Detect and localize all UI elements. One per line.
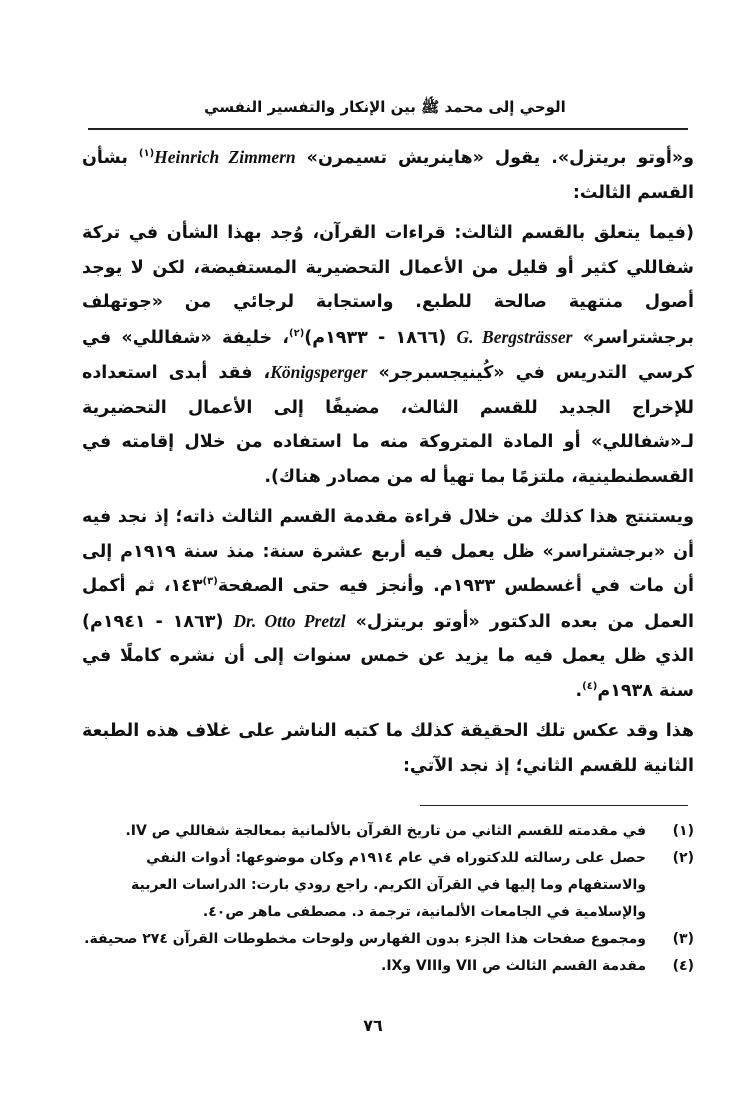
paragraph-1 [82, 140, 694, 210]
footnote-text: في مقدمته للقسم الثاني من تاريخ القرآن بالألمانية بمعالجة شفاللي ص IV. [125, 823, 646, 839]
footnote-item [82, 926, 694, 953]
footnote-divider [420, 805, 688, 806]
footnote-text: مقدمة القسم الثالث ص VII وVIII وIX. [380, 958, 646, 974]
paragraph-2-text-b: (١٨٦٦ - ١٩٣٣م) [304, 327, 457, 348]
paragraph-2-text-a: (فيما يتعلق بالقسم الثالث: قراءات القرآن، وُجد بهذا الشأن في تركة شفاللي كثير أو قليل من الأعمال التحضيرية المستفيضة، لكن لا يوجد أصول منتهية صالحة للطبع. واستجابة لرجائي من «جوتهلف برجشتراسر» [82, 223, 694, 348]
paragraph-2-text-c: ، خليفة «شفاللي» في كرسي التدريس في «كُينيجسبرجر» [82, 327, 694, 383]
footnote-number: (٣) [672, 931, 694, 947]
page-number: ٧٦ [363, 1016, 383, 1035]
footnote-ref-2[interactable]: (٢) [289, 327, 305, 339]
paragraph-3-text-a: ويستنتج هذا كذلك من خلال قراءة مقدمة القسم الثالث ذاته؛ إذ نجد فيه أن «برجشتراسر» ظل يعمل فيه أربع عشرة سنة: منذ سنة ١٩١٩م إلى أن مات في أغسطس ١٩٣٣م. وأنجز فيه حتى الصفحة [82, 507, 695, 596]
paragraph-2-text-d: ، فقد أبدى استعداده للإخراج الجديد للقسم الثالث، مضيفًا إلى الأعمال التحضيرية لـ«شفاللي» أو المادة المتروكة منه ما استفاده من خلال إقامته في القسطنطينية، ملتزمًا بما تهيأ له من مصادر هناك). [82, 363, 694, 487]
footnotes [82, 818, 694, 980]
latin-name-zimmern: Heinrich Zimmern [154, 147, 296, 167]
footnote-text: حصل على رسالته للدكتوراه في عام ١٩١٤م وكان موضوعها: أدوات النفي والاستفهام وما إليها في القرآن الكريم. راجع رودي بارت: الدراسات العربية والإسلامية في الجامعات الألمانية، ترجمة د. مصطفى ماهر ص٤٠. [130, 850, 646, 920]
footnote-ref-1[interactable]: (١) [138, 148, 155, 160]
running-header: الوحي إلى محمد ﷺ بين الإنكار والتفسير النفسي [204, 98, 566, 116]
latin-name-konigsperger: Königsperger [270, 362, 368, 382]
footnote-item [82, 953, 694, 980]
paragraph-2 [82, 216, 694, 494]
footnote-item [82, 818, 694, 845]
paragraph-3 [82, 500, 694, 708]
footnote-number: (١) [672, 823, 694, 839]
paragraph-3-text-d: . [575, 680, 583, 701]
paragraph-1-text-a: و«أوتو بريتزل». يقول «هاينريش تسيمرن» [295, 148, 695, 168]
footnote-text: ومجموع صفحات هذا الجزء بدون الفهارس ولوحات مخطوطات القرآن ٢٧٤ صحيفة. [84, 931, 646, 947]
footnote-ref-3[interactable]: (٣) [202, 576, 218, 588]
latin-name-pretzl: Dr. Otto Pretzl [233, 610, 346, 631]
footnote-number: (٤) [672, 958, 694, 974]
paragraph-3-text-b: ١٤٣، ثم أكمل العمل من بعده الدكتور «أوتو بريتزل» [82, 576, 694, 632]
latin-name-bergstrasser: G. Bergsträsser [456, 326, 573, 347]
main-text [82, 140, 694, 789]
paragraph-4: هذا وقد عكس تلك الحقيقة كذلك ما كتبه الناشر على غلاف هذه الطبعة الثانية للقسم الثاني؛ إذ نجد الآتي: [82, 721, 694, 776]
paragraph-3-text-c: (١٨٦٣ - ١٩٤١م) الذي ظل يعمل فيه ما يزيد عن خمس سنوات إلى أن نشره كاملًا في سنة ١٩٣٨م [82, 611, 694, 701]
header-divider [88, 128, 688, 130]
footnote-number: (٢) [672, 850, 694, 866]
footnote-ref-4[interactable]: (٤) [582, 680, 598, 692]
footnote-item [82, 845, 694, 926]
paragraph-1-text-b: بشأن القسم الثالث: [82, 148, 694, 203]
